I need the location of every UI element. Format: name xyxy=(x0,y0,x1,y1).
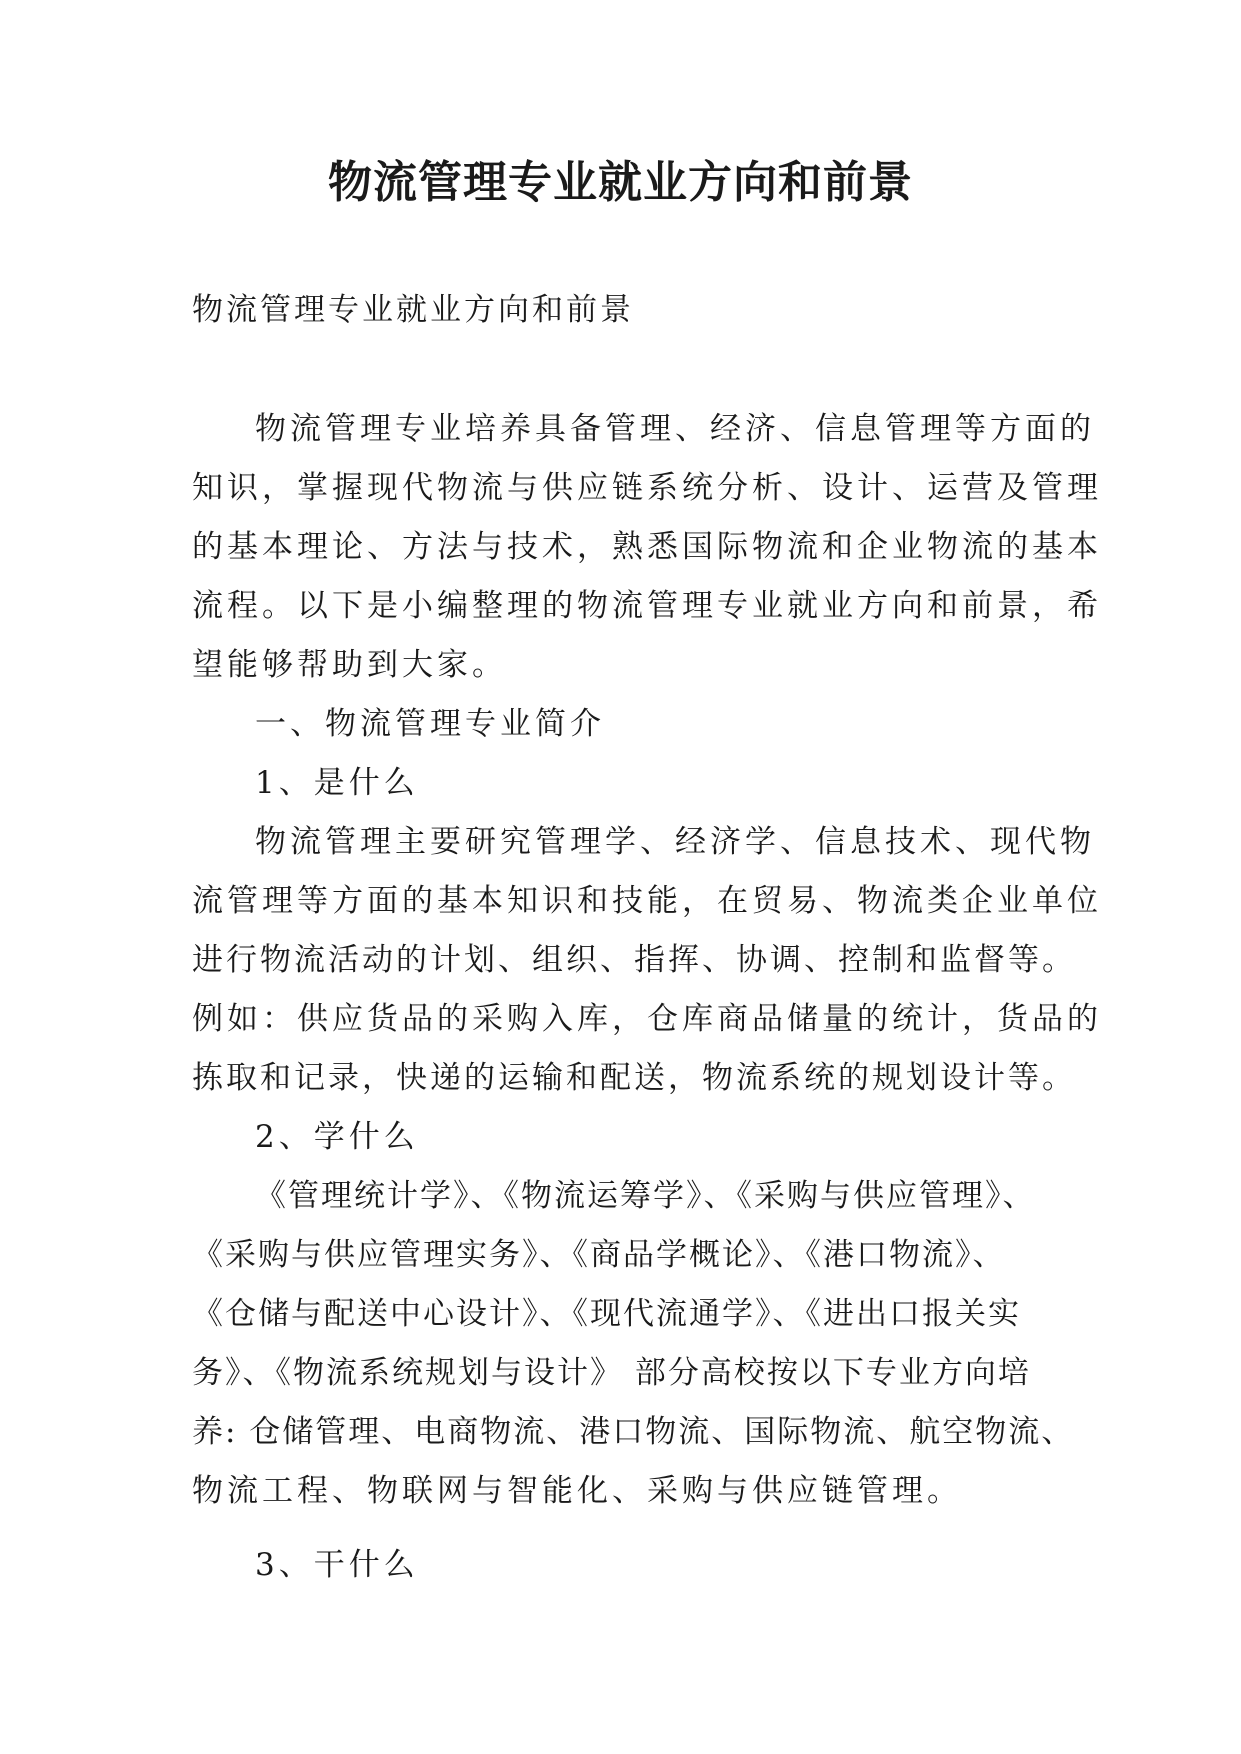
paragraph-line: 流程。以下是小编整理的物流管理专业就业方向和前景，希 xyxy=(192,588,1102,624)
paragraph-line: 进行物流活动的计划、组织、指挥、协调、控制和监督等。 xyxy=(192,942,1076,978)
paragraph-line: 物流管理专业培养具备管理、经济、信息管理等方面的 xyxy=(255,411,1095,447)
paragraph-line: 《采购与供应管理实务》、《商品学概论》、《港口物流》、 xyxy=(192,1237,1006,1273)
subsection-heading: 2、学什么 xyxy=(255,1119,419,1155)
paragraph-line: 《仓储与配送中心设计》、《现代流通学》、《进出口报关实 xyxy=(192,1296,1021,1332)
document-subtitle: 物流管理专业就业方向和前景 xyxy=(192,292,634,328)
subsection-heading: 1、是什么 xyxy=(255,765,419,801)
paragraph-line: 流管理等方面的基本知识和技能，在贸易、物流类企业单位 xyxy=(192,883,1102,919)
paragraph-line: 知识，掌握现代物流与供应链系统分析、设计、运营及管理 xyxy=(192,470,1102,506)
paragraph-line: 务》、《物流系统规划与设计》 部分高校按以下专业方向培 xyxy=(192,1355,1031,1391)
paragraph-line: 《管理统计学》、《物流运筹学》、《采购与供应管理》、 xyxy=(255,1178,1036,1214)
paragraph-line: 物流管理主要研究管理学、经济学、信息技术、现代物 xyxy=(255,824,1095,860)
paragraph-line: 的基本理论、方法与技术，熟悉国际物流和企业物流的基本 xyxy=(192,529,1102,565)
paragraph-line: 望能够帮助到大家。 xyxy=(192,647,507,683)
paragraph-line: 拣取和记录，快递的运输和配送，物流系统的规划设计等。 xyxy=(192,1060,1076,1096)
paragraph-line: 物流工程、物联网与智能化、采购与供应链管理。 xyxy=(192,1473,962,1509)
subsection-heading: 3、干什么 xyxy=(255,1547,419,1583)
paragraph-line: 例如：供应货品的采购入库，仓库商品储量的统计，货品的 xyxy=(192,1001,1102,1037)
section-heading: 一、物流管理专业简介 xyxy=(255,706,605,742)
document-title: 物流管理专业就业方向和前景 xyxy=(328,157,913,208)
paragraph-line: 养: 仓储管理、电商物流、港口物流、国际物流、航空物流、 xyxy=(192,1414,1075,1450)
